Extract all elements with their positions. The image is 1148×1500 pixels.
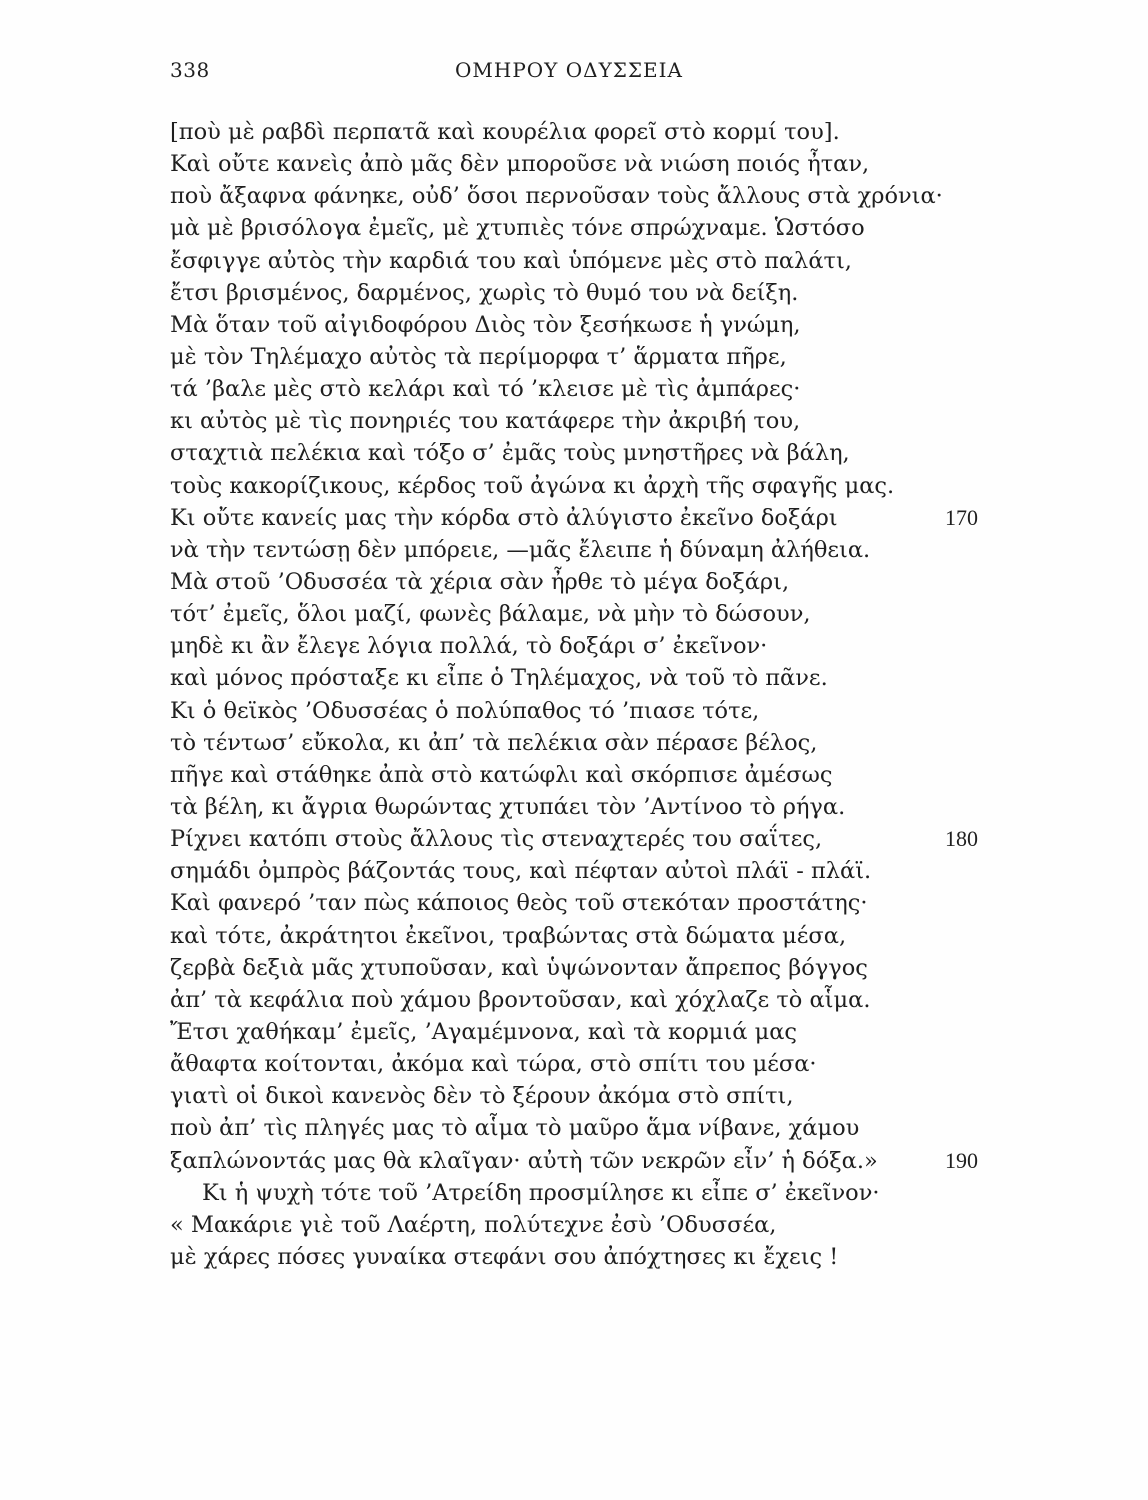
verse-line [170,1177,1110,1209]
verse-text: Καὶ φανερό ’ταν πὼς κάποιος θεὸς τοῦ στεκόταν προστάτης· [170,890,868,917]
verse-text: σταχτιὰ πελέκια καὶ τόξο σ’ ἐμᾶς τοὺς μνηστῆρες νὰ βάλη, [170,440,850,467]
verse-text: Κι ὁ θεϊκὸς ’Οδυσσέας ὁ πολύπαθος τό ’πιασε τότε, [170,697,760,724]
verse-line [170,566,1110,598]
verse-text: νὰ τὴν τεντώσῃ δὲν μπόρειε, —μᾶς ἔλειπε ἡ δύναμη ἀλήθεια. [170,536,871,563]
verse-text: ποὺ ἄξαφνα φάνηκε, οὐδ’ ὅσοι περνοῦσαν τοὺς ἄλλους στὰ χρόνια· [170,183,943,210]
verse-line [170,791,1110,823]
verse-text: σημάδι ὀμπρὸς βάζοντάς τους, καὶ πέφταν αὐτοὶ πλάϊ - πλάϊ. [170,858,872,885]
verse-text: τότ’ ἐμεῖς, ὅλοι μαζί, φωνὲς βάλαμε, νὰ μὴν τὸ δώσουν, [170,601,811,628]
line-number: 180 [945,826,978,852]
verse-text: τά ’βαλε μὲς στὸ κελάρι καὶ τό ’κλεισε μὲ τὶς ἀμπάρες· [170,376,801,403]
verse-text: ἔσφιγγε αὐτὸς τὴν καρδιά του καὶ ὑπόμενε μὲς στὸ παλάτι, [170,247,852,274]
verse-text: κι αὐτὸς μὲ τὶς πονηριές του κατάφερε τὴν ἀκριβή του, [170,408,801,435]
verse-text: ἄθαφτα κοίτονται, ἀκόμα καὶ τώρα, στὸ σπίτι του μέσα· [170,1051,817,1078]
verse-line [170,598,1110,630]
verse-line [170,180,1110,212]
verse-text: Κι ἡ ψυχὴ τότε τοῦ ’Ατρείδη προσμίλησε κι εἶπε σ’ ἐκεῖνον· [202,1179,880,1206]
verse-text: Καὶ οὔτε κανεὶς ἀπὸ μᾶς δὲν μποροῦσε νὰ νιώση ποιός ἦταν, [170,151,870,178]
verse-text: « Μακάριε γιὲ τοῦ Λαέρτη, πολύτεχνε ἐσὺ ’Οδυσσέα, [170,1211,777,1238]
verse-line [170,920,1110,952]
verse-text: ἀπ’ τὰ κεφάλια ποὺ χάμου βροντοῦσαν, καὶ χόχλαζε τὸ αἷμα. [170,986,871,1013]
verse-line [170,727,1110,759]
verse-line [170,341,1110,373]
verse-line [170,1080,1110,1112]
verse-text: ἔτσι βρισμένος, δαρμένος, χωρὶς τὸ θυμό του νὰ δείξη. [170,279,799,306]
verse-line [170,1112,1110,1144]
verse-block [170,116,1110,1273]
verse-line [170,1048,1110,1080]
verse-line [170,373,1110,405]
verse-line [170,212,1110,244]
verse-line [170,277,1110,309]
verse-line [170,502,1110,534]
verse-line [170,1145,1110,1177]
verse-text: καὶ τότε, ἀκράτητοι ἐκεῖνοι, τραβώντας στὰ δώματα μέσα, [170,922,847,949]
verse-line [170,695,1110,727]
verse-line [170,405,1110,437]
verse-line [170,148,1110,180]
verse-line [170,437,1110,469]
verse-text: τὸ τέντωσ’ εὔκολα, κι ἀπ’ τὰ πελέκια σὰν πέρασε βέλος, [170,729,818,756]
verse-text: γιατὶ οἱ δικοὶ κανενὸς δὲν τὸ ξέρουν ἀκόμα στὸ σπίτι, [170,1083,794,1110]
verse-line [170,1241,1110,1273]
verse-text: Ρίχνει κατόπι στοὺς ἄλλους τὶς στεναχτερές του σαΐτες, [170,826,823,853]
verse-text: Μὰ ὅταν τοῦ αἰγιδοφόρου Διὸς τὸν ξεσήκωσε ἡ γνώμη, [170,311,801,338]
page-header [170,58,970,88]
verse-text: [ποὺ μὲ ραβδὶ περπατᾶ καὶ κουρέλια φορεῖ στὸ κορμί του]. [170,119,840,145]
verse-line [170,470,1110,502]
verse-text: Κι οὔτε κανείς μας τὴν κόρδα στὸ ἀλύγιστο ἐκεῖνο δοξάρι [170,504,838,531]
verse-line [170,245,1110,277]
verse-line [170,887,1110,919]
verse-line [170,855,1110,887]
verse-text: πῆγε καὶ στάθηκε ἀπὰ στὸ κατώφλι καὶ σκόρπισε ἀμέσως [170,761,833,788]
verse-line [170,1209,1110,1241]
verse-line [170,662,1110,694]
line-number: 190 [945,1147,978,1173]
verse-line [170,309,1110,341]
verse-text: ποὺ ἀπ’ τὶς πληγές μας τὸ αἷμα τὸ μαῦρο ἅμα νίβανε, χάμου [170,1115,860,1142]
verse-text: μὲ τὸν Τηλέμαχο αὐτὸς τὰ περίμορφα τ’ ἅρματα πῆρε, [170,343,787,370]
verse-text: καὶ μόνος πρόσταξε κι εἶπε ὁ Τηλέμαχος, νὰ τοῦ τὸ πᾶνε. [170,665,828,692]
verse-text: μὲ χάρες πόσες γυναίκα στεφάνι σου ἀπόχτησες κι ἔχεις ! [170,1243,839,1270]
verse-line [170,952,1110,984]
verse-line [170,823,1110,855]
verse-text: μηδὲ κι ἂν ἔλεγε λόγια πολλά, τὸ δοξάρι σ’ ἐκεῖνον· [170,633,768,660]
line-number: 170 [945,504,978,530]
verse-text: μὰ μὲ βρισόλογα ἐμεῖς, μὲ χτυπιὲς τόνε σπρώχναμε. Ὡστόσο [170,215,865,242]
verse-text: τὰ βέλη, κι ἄγρια θωρώντας χτυπάει τὸν ’Αντίνοο τὸ ρήγα. [170,793,846,820]
verse-line [170,630,1110,662]
verse-line [170,534,1110,566]
verse-line [170,116,1110,148]
verse-text: ξαπλώνοντάς μας θὰ κλαῖγαν· αὐτὴ τῶν νεκρῶν εἶν’ ἡ δόξα.» [170,1147,878,1174]
verse-text: Μὰ στοῦ ’Οδυσσέα τὰ χέρια σὰν ἦρθε τὸ μέγα δοξάρι, [170,568,790,595]
verse-line [170,1016,1110,1048]
verse-text: Ἔτσι χαθήκαμ’ ἐμεῖς, ’Αγαμέμνονα, καὶ τὰ κορμιά μας [170,1018,798,1045]
verse-text: τοὺς κακορίζικους, κέρδος τοῦ ἀγώνα κι ἀρχὴ τῆς σφαγῆς μας. [170,472,895,499]
verse-line [170,984,1110,1016]
page-number: 338 [170,58,210,82]
verse-text: ζερβὰ δεξιὰ μᾶς χτυποῦσαν, καὶ ὑψώνονταν ἄπρεπος βόγγος [170,954,868,981]
verse-line [170,759,1110,791]
running-title: ΟΜΗΡΟΥ ΟΔΥΣΣΕΙΑ [455,58,683,82]
